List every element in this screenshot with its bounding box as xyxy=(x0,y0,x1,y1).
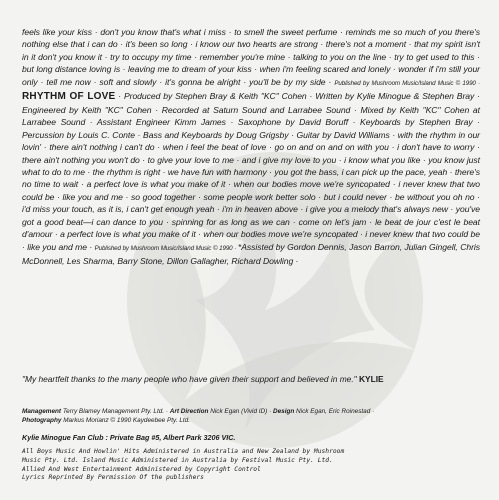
management-value: Terry Blamey Management Pty. Ltd. · xyxy=(61,408,170,415)
production-credits xyxy=(22,407,482,425)
admin-line: Music Pty. Ltd. Island Music Administered in Australia by Festival Music Pty. Ltd. xyxy=(22,456,333,464)
photography-label: Photography xyxy=(22,417,62,424)
admin-line: Lyrics Reprinted By Permission Of the publishers xyxy=(22,474,204,482)
publisher-note: Published by Mushroom Music/Island Music © 1990 · xyxy=(334,79,480,87)
design-value: Nick Egan, Eric Roinestad · xyxy=(294,408,375,415)
thanks-quote-text: "My heartfelt thanks to the many people who have given their support and believed in me." xyxy=(22,374,359,384)
art-direction-value: Nick Egan (Vivid ID) · xyxy=(208,408,273,415)
admin-line: All Boys Music And Howlin' Hits Administered in Australia and New Zealand by Mushroom xyxy=(22,448,345,455)
admin-line: Allied And West Entertainment Administered by Copyright Control xyxy=(22,465,261,473)
copyright-admin-block xyxy=(22,448,482,483)
lyrics-credits-block xyxy=(22,26,480,268)
publisher-note: Published by Mushroom Music/Island Music © 1990 · xyxy=(94,244,238,252)
kylie-signature: KYLIE xyxy=(358,374,384,384)
art-direction-label: Art Direction xyxy=(169,408,209,415)
photography-value: Markus Morianz © 1990 Kaydeebee Pty. Ltd. xyxy=(61,417,190,424)
lyrics-text-part-2: · Produced by Stephen Bray & Keith "KC" Cohen · Written by Kylie Minogue & Stephen Bray · Engineered by Keith "KC" Cohen · Recorded at Saturn Sound and Larrabee Sound · Mixed by Keith "KC" Cohen at Larrabee Sound · Assistant Engineer Kimm James · Saxophone by David Boruff · Keyboards by Stephen Bray · Percussion by Louis C. Conte · Bass and Keyboards by Doug Grigsby · Guitar by David Williams · with the rhythm in our lovin' · there ain't nothing i can't do · when i feel the beat of love · go on and on and on with you · i don't have to worry · there ain't nothing you won't do · to give your love to me · and i give my love to you · i know what you like · you know just what to do to me · the rhythm is right · we have fun with harmony · you got the bass, i can pick up the pace, yeah · there's no time to wait · a perfect love is what you make of it · when our bodies move we're syncopated · i never knew that two could be · like you and me · so good together · some people work better solo · but i could never · be without you oh no · i'd miss your touch, as it is, i can't get enough yeah · i'm in heaven above · i give you a melody that's always new · you've got a good beat—i can dance to you · spinning for as long as we can · come on let's jam · le beat de jour c'est le beat d'amour · a perfect love is what you make of it · when our bodies move we're syncopated · i never knew that two could be · like you and me · xyxy=(22,91,480,252)
assisted-by-text: *Assisted by Gordon Dennis, Jason Barron, Julian Gingell, Chris McDonnell, Les Sharma, Barry Stone, Dillon Gallagher, Richard Dowling · xyxy=(22,241,480,267)
thanks-quote xyxy=(22,374,482,384)
lyrics-text-part-1: feels like your kiss · don't you know that's what i miss · to smell the sweet perfume · reminds me so much of you there's nothing else that i can do · it's been so long · i know our two hearts are strong · there's not a moment · that my spirit isn't in it don't you know it · try to occupy my time · remember you're mine · talking to you on the line · try to get used to this · but long distance loving is · leaving me to dream of your kiss · when i'm feeling scared and lonely · wonder if i'm still your only · tell me now · soft and slowly · it's gonna be alright · you'll be by my side · xyxy=(22,27,480,87)
song-title: RHYTHM OF LOVE xyxy=(22,91,116,103)
design-label: Design xyxy=(272,408,295,415)
management-label: Management xyxy=(22,408,62,415)
fan-club-address: Kylie Minogue Fan Club : Private Bag #5, Albert Park 3206 VIC. xyxy=(22,433,236,442)
